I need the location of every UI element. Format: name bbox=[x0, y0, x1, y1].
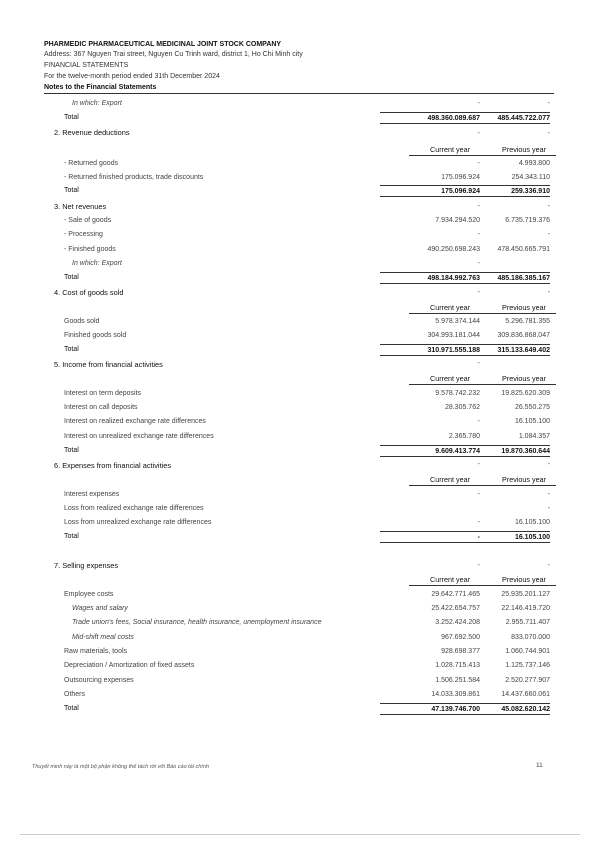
section-5-total-row bbox=[64, 445, 556, 456]
cell-previous: - bbox=[547, 100, 550, 107]
cell-previous: - bbox=[547, 461, 550, 468]
cell-previous: - bbox=[547, 562, 550, 569]
cell-current: - bbox=[477, 203, 480, 210]
col-previous-year: Previous year bbox=[502, 374, 546, 383]
cell-previous: - bbox=[547, 491, 550, 498]
section-3-dash-row bbox=[64, 201, 556, 212]
cell-previous: 5.296.781.355 bbox=[505, 318, 550, 325]
table-row bbox=[64, 330, 556, 341]
table-row bbox=[64, 402, 556, 413]
total-label: Total bbox=[64, 187, 79, 194]
table-row bbox=[64, 617, 556, 628]
in-which-export-row bbox=[64, 98, 556, 109]
cell-previous: 2.520.277.907 bbox=[505, 677, 550, 684]
column-header bbox=[64, 144, 556, 155]
row-label: Outsourcing expenses bbox=[64, 677, 134, 684]
cell-previous: 833.070.000 bbox=[511, 634, 550, 641]
row-label: In which: Export bbox=[72, 100, 122, 107]
cell-current: 1.506.251.584 bbox=[435, 677, 480, 684]
total-previous: 315.133.649.402 bbox=[480, 344, 550, 356]
table-row bbox=[64, 689, 556, 700]
table-row bbox=[64, 316, 556, 327]
cell-current: 7.934.294.520 bbox=[435, 217, 480, 224]
col-current-year: Current year bbox=[430, 475, 470, 484]
total-label: Total bbox=[64, 705, 79, 712]
row-label: Interest on realized exchange rate differences bbox=[64, 418, 206, 425]
table-row bbox=[64, 229, 556, 240]
section-5-dash-row bbox=[64, 358, 556, 369]
statements-title: FINANCIAL STATEMENTS bbox=[44, 62, 129, 69]
cell-current: - bbox=[477, 519, 480, 526]
total-label: Total bbox=[64, 114, 79, 121]
table-row bbox=[64, 517, 556, 528]
cell-current: 9.578.742.232 bbox=[435, 390, 480, 397]
cell-previous: 14.437.660.061 bbox=[501, 691, 550, 698]
row-label: Finished goods sold bbox=[64, 332, 127, 339]
total-previous: 485.445.722.077 bbox=[480, 112, 550, 124]
cell-current: - bbox=[477, 289, 480, 296]
table-row bbox=[64, 660, 556, 671]
col-previous-year: Previous year bbox=[502, 575, 546, 584]
table-row bbox=[64, 431, 556, 442]
row-label: - Sale of goods bbox=[64, 217, 112, 224]
cell-current: - bbox=[477, 418, 480, 425]
total-label: Total bbox=[64, 346, 79, 353]
total-current: 310.971.555.188 bbox=[380, 344, 480, 356]
total-current: 498.360.089.687 bbox=[380, 112, 480, 124]
cell-current: - bbox=[477, 461, 480, 468]
table-row bbox=[64, 158, 556, 169]
cell-current: 175.096.924 bbox=[441, 174, 480, 181]
row-label: Trade union's fees, Social insurance, health insurance, unemployment insurance bbox=[72, 619, 322, 626]
total-label: Total bbox=[64, 447, 79, 454]
in-which-export-row bbox=[64, 258, 556, 269]
col-current-year: Current year bbox=[430, 145, 470, 154]
row-label: Raw materials, tools bbox=[64, 648, 128, 655]
cell-current: - bbox=[477, 360, 480, 367]
section-title-3: 3. Net revenues bbox=[54, 202, 107, 211]
total-current: 175.096.924 bbox=[380, 185, 480, 197]
table-row bbox=[64, 244, 556, 255]
cell-current: 28.305.762 bbox=[444, 404, 480, 411]
top-total-row bbox=[64, 112, 556, 123]
cell-previous: 1.084.357 bbox=[518, 433, 550, 440]
table-row bbox=[64, 589, 556, 600]
total-previous: 16.105.100 bbox=[480, 531, 550, 543]
total-label: Total bbox=[64, 533, 79, 540]
cell-current: 490.250.698.243 bbox=[427, 246, 480, 253]
section-4-dash-row bbox=[64, 287, 556, 298]
cell-current: - bbox=[477, 562, 480, 569]
row-label: Loss from unrealized exchange rate differences bbox=[64, 519, 212, 526]
row-label: - Processing bbox=[64, 231, 103, 238]
row-label: Interest on call deposits bbox=[64, 404, 138, 411]
table-row bbox=[64, 675, 556, 686]
table-row bbox=[64, 503, 556, 514]
company-address: Address: 367 Nguyen Trai street, Nguyen Cu Trinh ward, district 1, Ho Chi Minh city bbox=[44, 51, 303, 58]
row-label: Depreciation / Amortization of fixed assets bbox=[64, 662, 195, 669]
cell-current: 2.365.780 bbox=[448, 433, 480, 440]
cell-previous: 254.343.110 bbox=[511, 174, 550, 181]
column-header bbox=[64, 474, 556, 485]
total-previous: 485.186.385.167 bbox=[480, 272, 550, 284]
bottom-divider bbox=[20, 834, 580, 835]
cell-previous: 16.105.100 bbox=[514, 418, 550, 425]
col-previous-year: Previous year bbox=[502, 475, 546, 484]
row-label: Loss from realized exchange rate differences bbox=[64, 505, 204, 512]
section-2-total-row bbox=[64, 185, 556, 196]
cell-previous: 1.125.737.146 bbox=[505, 662, 550, 669]
section-title-4: 4. Cost of goods sold bbox=[54, 288, 124, 297]
header-rule bbox=[44, 93, 554, 94]
cell-previous: 478.450.665.791 bbox=[497, 246, 550, 253]
section-7-dash-row bbox=[64, 560, 556, 571]
period-text: For the twelve-month period ended 31th December 2024 bbox=[44, 73, 220, 80]
total-current: 498.184.992.763 bbox=[380, 272, 480, 284]
col-previous-year: Previous year bbox=[502, 145, 546, 154]
row-label: - Finished goods bbox=[64, 246, 116, 253]
row-label: - Returned finished products, trade discounts bbox=[64, 174, 204, 181]
total-label: Total bbox=[64, 274, 79, 281]
cell-current: 29.642.771.465 bbox=[431, 591, 480, 598]
table-row bbox=[64, 172, 556, 183]
cell-previous: 26.550.275 bbox=[514, 404, 550, 411]
section-6-dash-row bbox=[64, 459, 556, 470]
cell-previous: 6.735.719.376 bbox=[505, 217, 550, 224]
table-row bbox=[64, 632, 556, 643]
row-label: Goods sold bbox=[64, 318, 100, 325]
row-label: Wages and salary bbox=[72, 605, 128, 612]
row-label: Others bbox=[64, 691, 86, 698]
cell-current: 3.252.424.208 bbox=[435, 619, 480, 626]
cell-previous: 25.935.201.127 bbox=[501, 591, 550, 598]
section-title-2: 2. Revenue deductions bbox=[54, 128, 130, 137]
table-row bbox=[64, 646, 556, 657]
column-header bbox=[64, 373, 556, 384]
cell-previous: 2.955.711.407 bbox=[505, 619, 550, 626]
notes-title: Notes to the Financial Statements bbox=[44, 84, 157, 91]
company-name: PHARMEDIC PHARMACEUTICAL MEDICINAL JOINT STOCK COMPANY bbox=[44, 41, 282, 48]
cell-current: - bbox=[477, 100, 480, 107]
column-header bbox=[64, 302, 556, 313]
row-label: Mid-shift meal costs bbox=[72, 634, 134, 641]
cell-previous: 22.146.419.720 bbox=[501, 605, 550, 612]
cell-current: 14.033.309.861 bbox=[431, 691, 480, 698]
cell-previous: - bbox=[547, 130, 550, 137]
cell-current: 5.978.374.144 bbox=[435, 318, 480, 325]
total-previous: 19.870.360.644 bbox=[480, 445, 550, 457]
section-6-total-row bbox=[64, 531, 556, 542]
col-current-year: Current year bbox=[430, 575, 470, 584]
section-title-5: 5. Income from financial activities bbox=[54, 360, 163, 369]
cell-current: 1.028.715.413 bbox=[435, 662, 480, 669]
cell-previous: - bbox=[547, 231, 550, 238]
row-label: Interest expenses bbox=[64, 491, 120, 498]
cell-previous: 16.105.100 bbox=[514, 519, 550, 526]
table-row bbox=[64, 603, 556, 614]
cell-current: - bbox=[477, 491, 480, 498]
cell-current: 928.698.377 bbox=[441, 648, 480, 655]
cell-current: - bbox=[477, 260, 480, 267]
col-previous-year: Previous year bbox=[502, 303, 546, 312]
cell-current: - bbox=[477, 160, 480, 167]
section-3-total-row bbox=[64, 272, 556, 283]
section-7-total-row bbox=[64, 703, 556, 714]
table-row bbox=[64, 416, 556, 427]
total-current: - bbox=[380, 531, 480, 543]
section-title-7: 7. Selling expenses bbox=[54, 561, 119, 570]
cell-current: 967.692.500 bbox=[441, 634, 480, 641]
cell-previous: 309.836.868.047 bbox=[497, 332, 550, 339]
cell-previous: 4.993.800 bbox=[518, 160, 550, 167]
section-4-total-row bbox=[64, 344, 556, 355]
cell-previous: - bbox=[547, 289, 550, 296]
section-title-6: 6. Expenses from financial activities bbox=[54, 461, 172, 470]
row-label: - Returned goods bbox=[64, 160, 119, 167]
total-current: 9.609.413.774 bbox=[380, 445, 480, 457]
total-current: 47.139.746.700 bbox=[380, 703, 480, 715]
col-current-year: Current year bbox=[430, 303, 470, 312]
row-label: In which: Export bbox=[72, 260, 122, 267]
column-header bbox=[64, 574, 556, 585]
cell-current: - bbox=[477, 130, 480, 137]
row-label: Employee costs bbox=[64, 591, 114, 598]
cell-previous: 1.060.744.901 bbox=[505, 648, 550, 655]
page-number: 11 bbox=[536, 762, 543, 769]
cell-current: 25.422.654.757 bbox=[431, 605, 480, 612]
row-label: Interest on term deposits bbox=[64, 390, 142, 397]
col-current-year: Current year bbox=[430, 374, 470, 383]
section-2-dash-row bbox=[64, 128, 556, 139]
table-row bbox=[64, 388, 556, 399]
cell-previous: - bbox=[547, 203, 550, 210]
cell-previous: 19.825.620.309 bbox=[501, 390, 550, 397]
total-previous: 45.082.620.142 bbox=[480, 703, 550, 715]
cell-previous: - bbox=[547, 505, 550, 512]
table-row bbox=[64, 489, 556, 500]
total-previous: 259.336.910 bbox=[480, 185, 550, 197]
row-label: Interest on unrealized exchange rate differences bbox=[64, 433, 214, 440]
cell-current: - bbox=[477, 231, 480, 238]
footer-note: Thuyết minh này là một bộ phận không thể tách rời với Báo cáo tài chính bbox=[32, 764, 209, 770]
cell-current: 304.993.181.044 bbox=[427, 332, 480, 339]
table-row bbox=[64, 215, 556, 226]
